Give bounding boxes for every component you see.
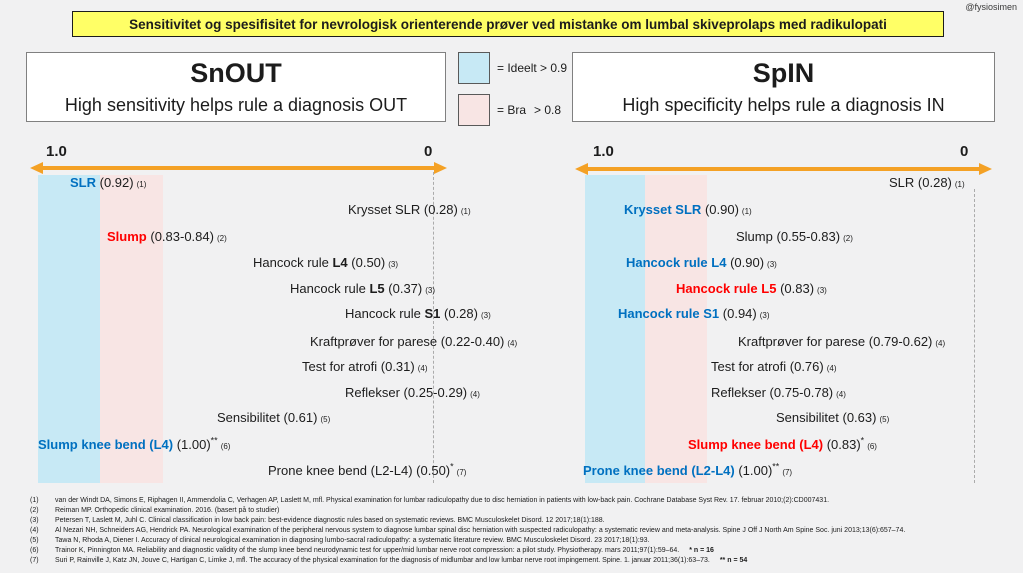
test-value: (0.83) — [780, 281, 815, 296]
test-value: (0.90) — [730, 255, 765, 270]
reference-number: (7) — [782, 468, 793, 477]
reference-number: (3) — [388, 260, 399, 269]
test-name: Kraftprøver for parese — [310, 334, 438, 349]
test-name-highlight: L5 — [369, 281, 385, 296]
test-name-highlight: Slump knee bend (L4) — [38, 437, 174, 452]
test-row — [736, 229, 853, 247]
test-value: (1.00) — [738, 463, 773, 478]
reference-number: (3) — [767, 260, 777, 269]
footnote-row — [30, 516, 605, 526]
ideal-band — [585, 175, 645, 483]
author-handle: @fysiosimen — [965, 2, 1017, 12]
test-row — [676, 281, 827, 299]
footnote-number: (4) — [30, 527, 39, 534]
test-row — [345, 306, 491, 324]
footnote-text: Petersen T, Laslett M, Juhl C. Clinical classification in low back pain: best-evidence diagnostic rules based on systematic reviews. BMC Musculoskelet Disord. 12 2017;18(1):188. — [55, 517, 605, 524]
test-row — [626, 255, 777, 273]
test-value: (0.75-0.78) — [769, 385, 834, 400]
test-name: Reflekser — [345, 385, 400, 400]
test-row — [107, 229, 227, 247]
reference-number: (6) — [220, 442, 231, 451]
axis-label-one: 1.0 — [46, 143, 67, 160]
snout-subtitle: High sensitivity helps rule a diagnosis OUT — [64, 95, 408, 115]
test-row — [70, 175, 146, 193]
test-name-highlight: Hancock rule L4 — [626, 255, 727, 270]
test-row — [618, 306, 770, 324]
axis-arrowhead-left — [575, 163, 588, 175]
footnote-row — [30, 506, 279, 516]
test-value: (0.94) — [722, 306, 757, 321]
test-name: Hancock rule — [345, 306, 425, 321]
test-name: Reflekser — [711, 385, 766, 400]
sample-size-asterisk: ** — [772, 461, 780, 472]
test-row — [624, 202, 752, 220]
test-name-highlight: Krysset SLR — [624, 202, 702, 217]
test-value: (0.83-0.84) — [150, 229, 214, 244]
spin-title: SpIN — [752, 58, 815, 88]
sample-size-asterisk: ** — [210, 435, 218, 446]
reference-number: (3) — [817, 286, 827, 295]
reference-number: (1) — [136, 180, 147, 189]
footnote-text: Reiman MP. Orthopedic clinical examination. 2016. (basert på to studier) — [55, 507, 280, 514]
test-name-highlight: L4 — [332, 255, 348, 270]
test-name-highlight: Hancock rule S1 — [618, 306, 720, 321]
good-legend-swatch — [458, 94, 490, 126]
test-value: (0.90) — [704, 202, 739, 217]
test-row — [253, 255, 398, 273]
reference-number: (4) — [826, 364, 837, 373]
reference-number: (3) — [759, 311, 770, 320]
footnote-sample-size: * n = 16 — [689, 547, 714, 554]
axis-line — [584, 167, 983, 171]
test-name: Test for atrofi — [711, 359, 787, 374]
footnote-text: Tawa N, Rhoda A, Diener I. Accuracy of clinical neurological examination in diagnosing lumbo-sacral radiculopathy: a systematic literature review. BMC Musculoskelet Disord. 23 2017;18(1):93. — [55, 537, 650, 544]
axis-arrowhead-left — [30, 162, 43, 174]
ideal-legend-swatch — [458, 52, 490, 84]
footnote-text: Trainor K, Pinnington MA. Reliability and diagnostic validity of the slump knee bend neurodynamic test for upper/mid lumbar nerve root compression: a pilot study. Physiotherapy. mars 2011;97(1):59–64. — [55, 547, 680, 554]
test-value: (0.79-0.62) — [868, 334, 933, 349]
test-value: (0.28) — [917, 175, 952, 190]
axis-arrowhead-right — [434, 162, 447, 174]
test-value: (0.25-0.29) — [403, 385, 468, 400]
zero-dash-line — [974, 189, 975, 483]
test-row — [290, 281, 435, 299]
test-name: Slump — [736, 229, 773, 244]
axis-label-zero: 0 — [960, 143, 969, 160]
reference-number: (5) — [320, 415, 331, 424]
axis-arrowhead-right — [979, 163, 992, 175]
reference-number: (3) — [480, 311, 491, 320]
test-value: (1.00) — [176, 437, 211, 452]
reference-number: (1) — [741, 207, 752, 216]
test-name: Sensibilitet — [217, 410, 280, 425]
test-value: (0.31) — [380, 359, 415, 374]
ideal-legend-label: = Ideelt > 0.9 — [497, 61, 568, 75]
reference-number: (4) — [470, 390, 480, 399]
axis-label-zero: 0 — [424, 143, 433, 160]
footnote-number: (3) — [30, 517, 39, 524]
test-name-highlight: Slump knee bend (L4) — [688, 437, 824, 452]
test-value: (0.28) — [444, 306, 478, 321]
test-value: (0.76) — [789, 359, 824, 374]
test-value: (0.92) — [99, 175, 134, 190]
axis-label-one: 1.0 — [593, 143, 614, 160]
test-name: Kraftprøver for parese — [738, 334, 866, 349]
test-value: (0.50) — [351, 255, 386, 270]
reference-number: (4) — [935, 339, 946, 348]
test-value: (0.61) — [283, 410, 318, 425]
test-row — [583, 463, 792, 481]
test-value: (0.28) — [423, 202, 458, 217]
test-name: Krysset SLR — [348, 202, 421, 217]
test-name: Hancock rule — [253, 255, 333, 270]
test-name: Test for atrofi — [302, 359, 378, 374]
reference-number: (4) — [836, 390, 846, 399]
footnote-row — [30, 536, 650, 546]
test-name-highlight: Prone knee bend (L2-L4) — [583, 463, 735, 478]
snout-box — [26, 52, 446, 122]
test-name-highlight: SLR — [70, 175, 96, 190]
good-legend-label: = Bra — [497, 103, 527, 117]
footnote-sample-size: ** n = 54 — [719, 557, 748, 564]
footnote-number: (5) — [30, 537, 39, 544]
axis-line — [39, 166, 438, 170]
reference-number: (7) — [456, 468, 467, 477]
test-name-highlight: Slump — [107, 229, 147, 244]
footnote-row — [30, 546, 714, 556]
footnote-number: (2) — [30, 507, 39, 514]
test-value: (0.83) — [826, 437, 861, 452]
sample-size-asterisk: * — [450, 461, 454, 472]
reference-number: (3) — [425, 286, 436, 295]
footnote-number: (6) — [30, 547, 39, 554]
snout-title: SnOUT — [190, 58, 282, 88]
test-value: (0.50) — [416, 463, 451, 478]
test-row — [38, 437, 230, 455]
page-title: Sensitivitet og spesifisitet for nevrologisk orienterende prøver ved mistanke om lumbal skiveprolaps med radikulopati — [72, 11, 944, 37]
test-row — [776, 410, 889, 428]
test-name-highlight: Hancock rule L5 — [676, 281, 777, 296]
test-value: (0.55-0.83) — [776, 229, 841, 244]
test-row — [711, 359, 837, 377]
reference-number: (1) — [460, 207, 471, 216]
footnote-number: (7) — [30, 557, 39, 564]
sample-size-asterisk: * — [860, 435, 865, 446]
test-name: Hancock rule — [290, 281, 370, 296]
reference-number: (4) — [507, 339, 518, 348]
test-name-highlight: S1 — [424, 306, 441, 321]
test-row — [688, 437, 877, 455]
test-row — [310, 334, 517, 352]
spin-box — [572, 52, 995, 122]
footnote-row — [30, 526, 905, 536]
test-row — [217, 410, 330, 428]
footnote-text: van der Windt DA, Simons E, Riphagen II, Ammendolia C, Verhagen AP, Laslett M, mfl. Physical examination for lumbar radiculopathy due to disc herniation in patients with low-back pain. Cochrane Database Syst Rev. 17. februar 2010;(2):CD007431. — [55, 497, 830, 504]
footnote-text: Al Nezari NH, Schneiders AG, Hendrick PA. Neurological examination of the peripheral nervous system to diagnose lumbar spinal disc herniation with suspected radiculopathy: a systematic review and meta-analysis. Spine J Off J North Am Spine Soc. juni 2013;13(6):657–74. — [55, 527, 906, 534]
test-name: Prone knee bend (L2-L4) — [268, 463, 413, 478]
test-row — [348, 202, 471, 220]
reference-number: (4) — [417, 364, 428, 373]
test-row — [268, 463, 466, 481]
spin-subtitle: High specificity helps rule a diagnosis IN — [622, 95, 945, 115]
test-row — [711, 385, 846, 403]
reference-number: (6) — [867, 442, 877, 451]
footnote-row — [30, 496, 829, 506]
test-name: Sensibilitet — [776, 410, 839, 425]
reference-number: (1) — [954, 180, 965, 189]
good-legend-value: > 0.8 — [534, 103, 562, 117]
test-value: (0.37) — [388, 281, 423, 296]
test-row — [345, 385, 480, 403]
reference-number: (2) — [843, 234, 853, 243]
footnote-number: (1) — [30, 497, 39, 504]
reference-number: (5) — [879, 415, 890, 424]
test-value: (0.22-0.40) — [440, 334, 505, 349]
test-row — [738, 334, 945, 352]
footnote-text: Suri P, Rainville J, Katz JN, Jouve C, Hartigan C, Limke J, mfl. The accuracy of the physical examination for the diagnosis of midlumbar and low lumbar nerve root impingement. Spine. 1. januar 2011;36(1):63–73. — [55, 557, 710, 564]
footnote-row — [30, 556, 747, 566]
test-row — [889, 175, 965, 193]
reference-number: (2) — [216, 234, 227, 243]
test-value: (0.63) — [842, 410, 877, 425]
test-name: SLR — [889, 175, 915, 190]
test-row — [302, 359, 428, 377]
